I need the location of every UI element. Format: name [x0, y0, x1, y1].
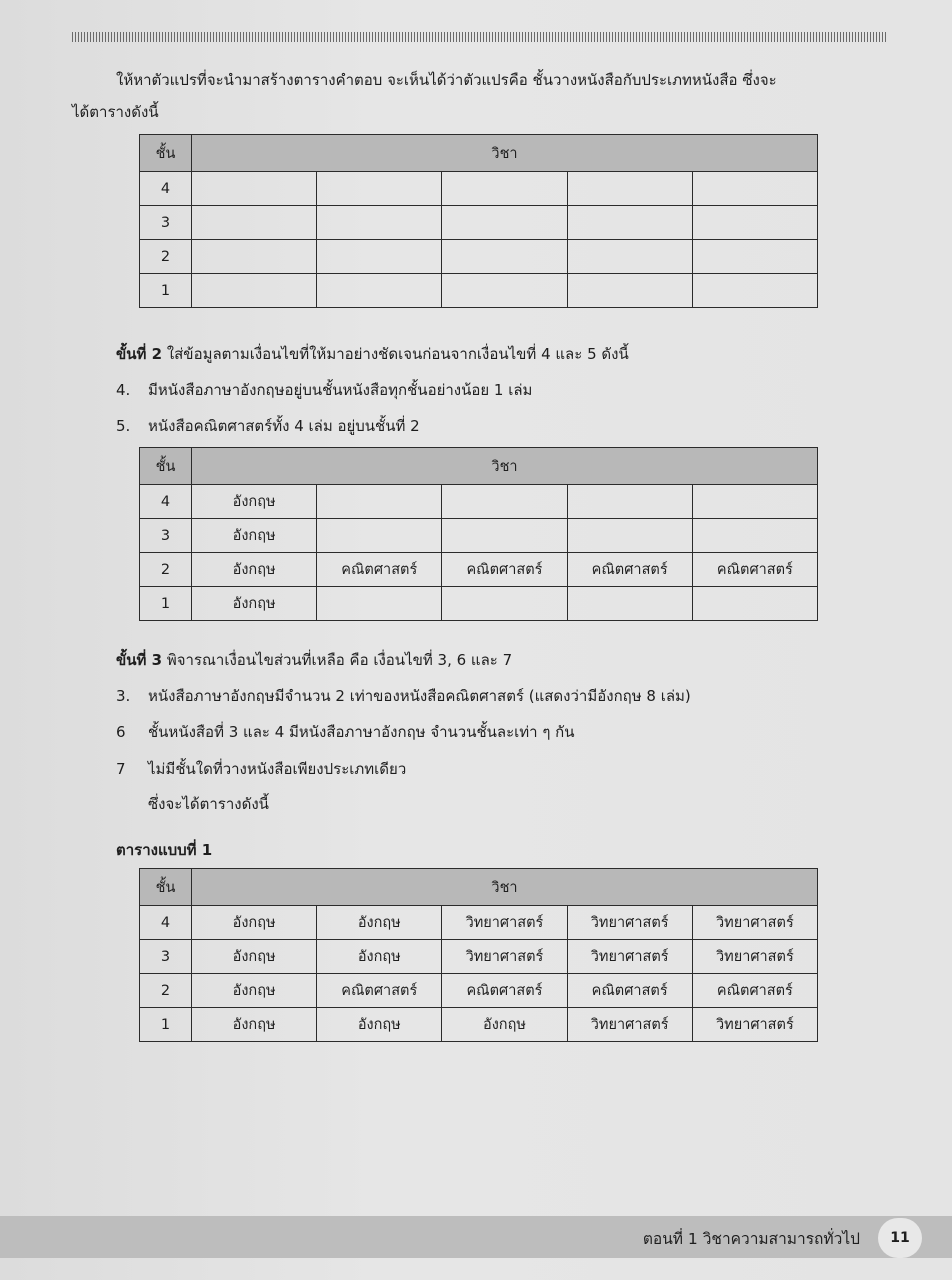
book-cell: อังกฤษ — [442, 1008, 567, 1042]
book-cell: คณิตศาสตร์ — [317, 974, 442, 1008]
book-cell — [317, 274, 442, 308]
shelf-number-cell: 1 — [140, 1008, 192, 1042]
shelf-number-cell: 3 — [140, 519, 192, 553]
book-cell: วิทยาศาสตร์ — [567, 1008, 692, 1042]
book-cell: วิทยาศาสตร์ — [442, 940, 567, 974]
book-cell: อังกฤษ — [192, 974, 317, 1008]
condition-4-text: มีหนังสือภาษาอังกฤษอยู่บนชั้นหนังสือทุกชั้นอย่างน้อย 1 เล่ม — [148, 381, 533, 399]
book-cell: วิทยาศาสตร์ — [567, 906, 692, 940]
book-cell — [442, 587, 567, 621]
book-cell — [567, 274, 692, 308]
table-row — [140, 485, 818, 519]
shelf-number-cell: 1 — [140, 587, 192, 621]
shelf-number-cell: 4 — [140, 485, 192, 519]
page-number: 11 — [878, 1218, 922, 1258]
header-subject: วิชา — [192, 135, 818, 172]
book-cell — [692, 206, 817, 240]
condition-6-number: 6 — [116, 723, 126, 741]
table-row — [140, 274, 818, 308]
book-cell: คณิตศาสตร์ — [442, 553, 567, 587]
book-cell: วิทยาศาสตร์ — [692, 906, 817, 940]
book-cell — [442, 485, 567, 519]
shelf-number-cell: 2 — [140, 240, 192, 274]
book-cell: อังกฤษ — [192, 485, 317, 519]
book-cell: อังกฤษ — [192, 519, 317, 553]
book-cell: คณิตศาสตร์ — [692, 974, 817, 1008]
book-cell — [567, 485, 692, 519]
book-cell — [442, 240, 567, 274]
book-cell — [567, 240, 692, 274]
book-cell — [442, 206, 567, 240]
shelf-number-cell: 3 — [140, 206, 192, 240]
table-row — [140, 172, 818, 206]
book-cell — [567, 206, 692, 240]
condition-7-text: ไม่มีชั้นใดที่วางหนังสือเพียงประเภทเดียว — [148, 760, 407, 778]
condition-5 — [116, 414, 420, 438]
table-row — [140, 940, 818, 974]
book-cell — [317, 587, 442, 621]
book-cell — [192, 172, 317, 206]
header-shelf: ชั้น — [140, 869, 192, 906]
book-cell: อังกฤษ — [192, 553, 317, 587]
book-cell — [442, 519, 567, 553]
table-empty — [139, 134, 818, 308]
condition-5-number: 5. — [116, 417, 131, 435]
book-cell — [317, 519, 442, 553]
book-cell: คณิตศาสตร์ — [317, 553, 442, 587]
book-cell — [692, 519, 817, 553]
shelf-number-cell: 2 — [140, 974, 192, 1008]
book-cell — [692, 485, 817, 519]
book-cell — [567, 587, 692, 621]
book-cell: อังกฤษ — [192, 587, 317, 621]
footer-section-title: ตอนที่ 1 วิชาความสามารถทั่วไป — [642, 1230, 860, 1248]
shelf-number-cell: 4 — [140, 172, 192, 206]
book-cell — [692, 587, 817, 621]
book-cell — [692, 274, 817, 308]
condition-5-text: หนังสือคณิตศาสตร์ทั้ง 4 เล่ม อยู่บนชั้นที่ 2 — [148, 417, 420, 435]
intro-line-2: ได้ตารางดังนี้ — [72, 103, 159, 121]
table-row — [140, 974, 818, 1008]
table-row — [140, 906, 818, 940]
book-cell: คณิตศาสตร์ — [692, 553, 817, 587]
table-row — [140, 519, 818, 553]
intro-line-1: ให้หาตัวแปรที่จะนำมาสร้างตารางคำตอบ จะเห็นได้ว่าตัวแปรคือ ชั้นวางหนังสือกับประเภทหนังสือ ซึ่งจะ — [116, 71, 777, 89]
header-subject: วิชา — [192, 448, 818, 485]
condition-6 — [116, 720, 575, 744]
condition-3-text: หนังสือภาษาอังกฤษมีจำนวน 2 เท่าของหนังสือคณิตศาสตร์ (แสดงว่ามีอังกฤษ 8 เล่ม) — [148, 687, 691, 705]
book-cell: วิทยาศาสตร์ — [692, 1008, 817, 1042]
table-final — [139, 868, 818, 1042]
table-row — [140, 553, 818, 587]
book-cell — [192, 274, 317, 308]
book-cell — [192, 206, 317, 240]
book-cell — [442, 274, 567, 308]
header-subject: วิชา — [192, 869, 818, 906]
table-row — [140, 206, 818, 240]
book-cell — [442, 172, 567, 206]
book-cell — [317, 240, 442, 274]
book-cell: อังกฤษ — [192, 1008, 317, 1042]
table-step-2 — [139, 447, 818, 621]
book-cell: คณิตศาสตร์ — [442, 974, 567, 1008]
table-row — [140, 1008, 818, 1042]
step-2-label: ขั้นที่ 2 — [116, 345, 163, 363]
book-cell: อังกฤษ — [317, 940, 442, 974]
header-shelf: ชั้น — [140, 135, 192, 172]
book-cell: คณิตศาสตร์ — [567, 974, 692, 1008]
shelf-number-cell: 4 — [140, 906, 192, 940]
book-cell — [692, 172, 817, 206]
table-3-title: ตารางแบบที่ 1 — [116, 841, 213, 859]
step-3-line — [116, 648, 512, 672]
book-cell: อังกฤษ — [317, 906, 442, 940]
condition-4-number: 4. — [116, 381, 131, 399]
book-cell: อังกฤษ — [317, 1008, 442, 1042]
book-cell: อังกฤษ — [192, 906, 317, 940]
book-cell — [317, 206, 442, 240]
book-cell — [567, 519, 692, 553]
book-cell: อังกฤษ — [192, 940, 317, 974]
condition-6-text: ชั้นหนังสือที่ 3 และ 4 มีหนังสือภาษาอังกฤษ จำนวนชั้นละเท่า ๆ กัน — [148, 723, 575, 741]
conclusion-text: ซึ่งจะได้ตารางดังนี้ — [148, 795, 269, 813]
book-cell: วิทยาศาสตร์ — [692, 940, 817, 974]
book-cell: คณิตศาสตร์ — [567, 553, 692, 587]
table-row — [140, 240, 818, 274]
shelf-number-cell: 2 — [140, 553, 192, 587]
book-cell — [567, 172, 692, 206]
condition-3 — [116, 684, 691, 708]
step-2-text: ใส่ข้อมูลตามเงื่อนไขที่ให้มาอย่างชัดเจนก่อนจากเงื่อนไขที่ 4 และ 5 ดังนี้ — [162, 345, 629, 363]
condition-4 — [116, 378, 532, 402]
step-3-text: พิจารณาเงื่อนไขส่วนที่เหลือ คือ เงื่อนไขที่ 3, 6 และ 7 — [162, 651, 513, 669]
top-dotted-rule — [72, 32, 887, 42]
book-cell — [192, 240, 317, 274]
condition-7 — [116, 757, 406, 781]
book-cell — [317, 172, 442, 206]
step-2-line — [116, 342, 629, 366]
condition-7-number: 7 — [116, 760, 126, 778]
book-cell — [317, 485, 442, 519]
book-cell — [692, 240, 817, 274]
condition-3-number: 3. — [116, 687, 131, 705]
shelf-number-cell: 1 — [140, 274, 192, 308]
book-cell: วิทยาศาสตร์ — [442, 906, 567, 940]
book-cell: วิทยาศาสตร์ — [567, 940, 692, 974]
header-shelf: ชั้น — [140, 448, 192, 485]
shelf-number-cell: 3 — [140, 940, 192, 974]
step-3-label: ขั้นที่ 3 — [116, 651, 163, 669]
table-row — [140, 587, 818, 621]
